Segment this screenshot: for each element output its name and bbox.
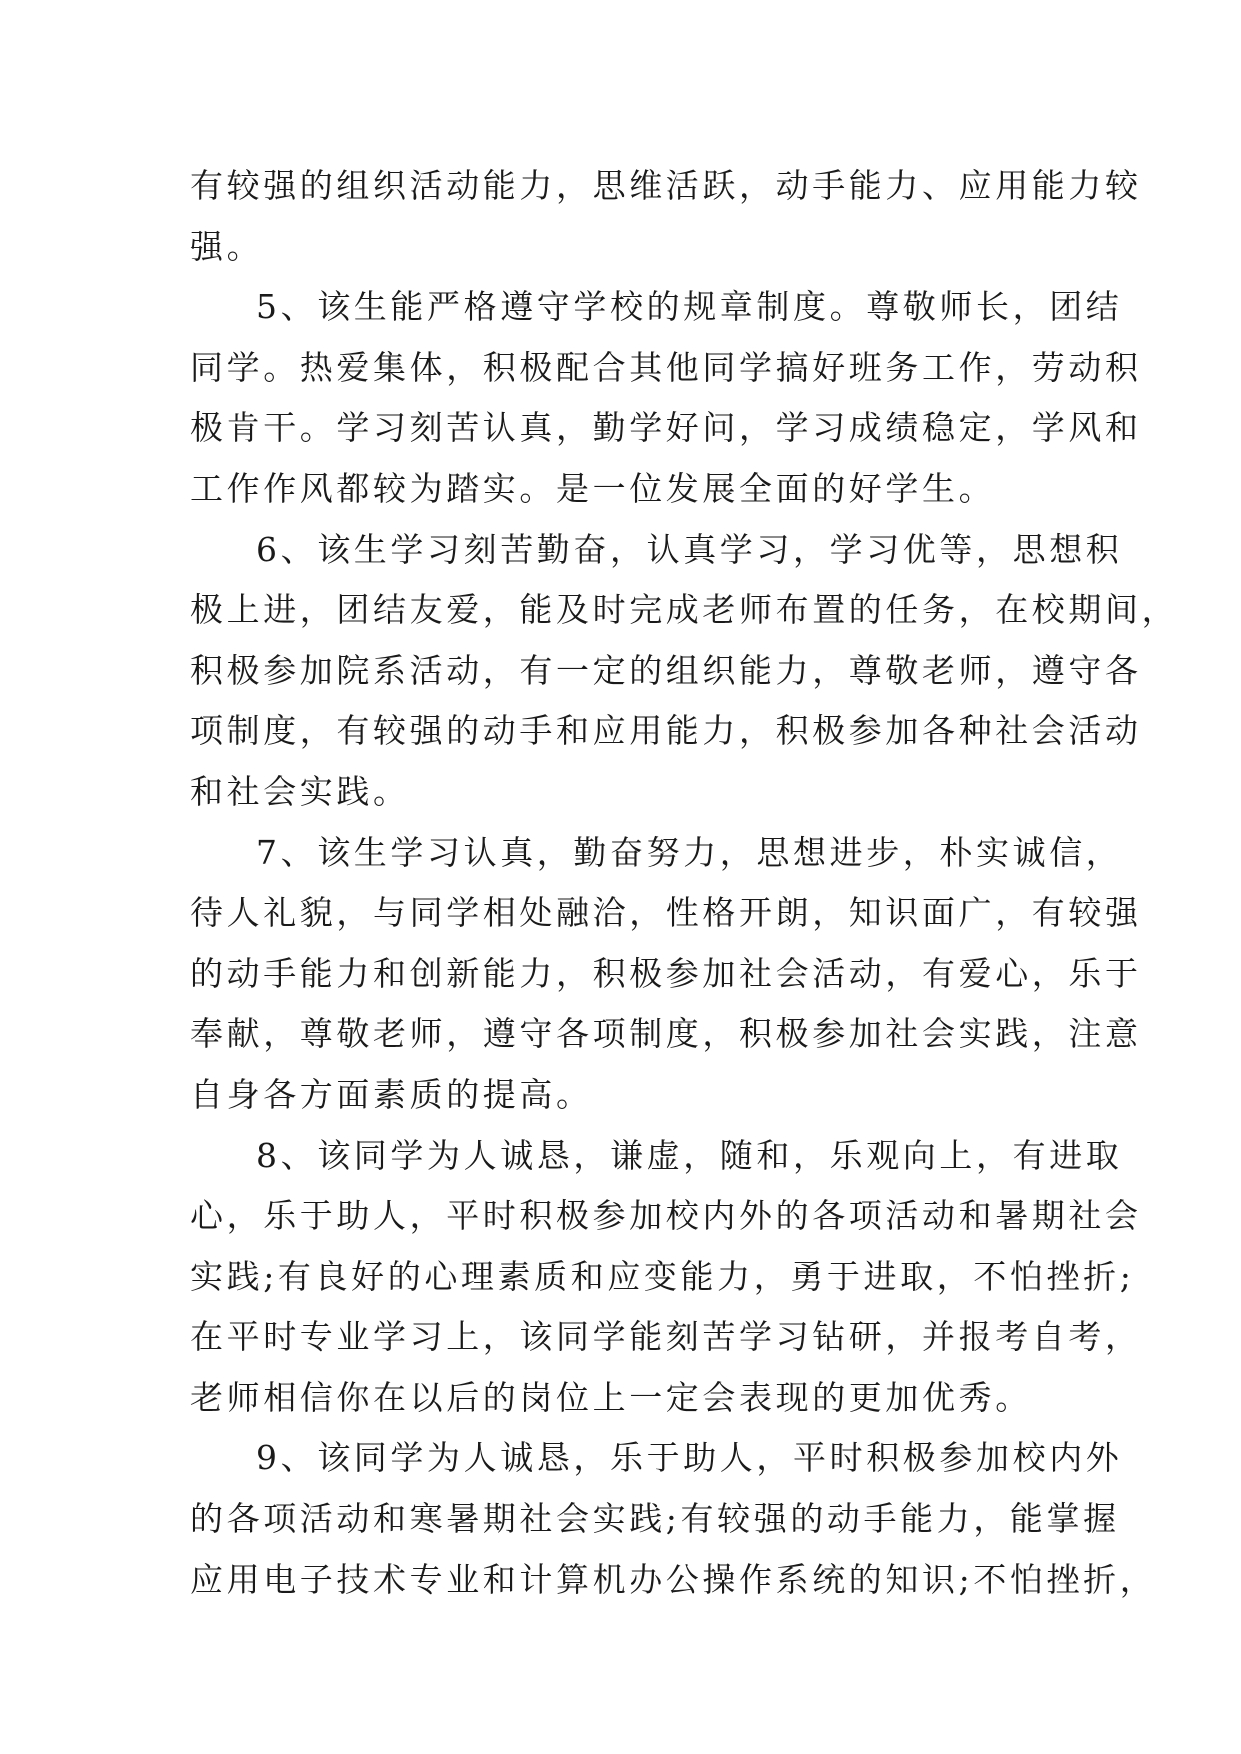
- text-line: 心，乐于助人，平时积极参加校内外的各项活动和暑期社会: [190, 1196, 1142, 1236]
- text-line: 同学。热爱集体，积极配合其他同学搞好班务工作，劳动积: [190, 347, 1142, 387]
- text-line: 极肯干。学习刻苦认真，勤学好问，学习成绩稳定，学风和: [190, 408, 1142, 448]
- text-line: 奉献，尊敬老师，遵守各项制度，积极参加社会实践，注意: [190, 1014, 1142, 1054]
- text-line: 项制度，有较强的动手和应用能力，积极参加各种社会活动: [190, 711, 1142, 751]
- paragraph-start-line: 9、该同学为人诚恳，乐于助人，平时积极参加校内外: [256, 1438, 1123, 1478]
- text-line: 待人礼貌，与同学相处融洽，性格开朗，知识面广，有较强: [190, 893, 1142, 933]
- text-line: 老师相信你在以后的岗位上一定会表现的更加优秀。: [190, 1377, 1032, 1417]
- text-line: 强。: [190, 226, 264, 266]
- document-body: [190, 156, 1179, 1610]
- paragraph-start-line: 6、该生学习刻苦勤奋，认真学习，学习优等，思想积: [256, 529, 1123, 569]
- text-line: 实践;有良好的心理素质和应变能力，勇于进取，不怕挫折;: [190, 1256, 1135, 1296]
- paragraph-start-line: 7、该生学习认真，勤奋努力，思想进步，朴实诚信，: [256, 832, 1123, 872]
- text-line: 的动手能力和创新能力，积极参加社会活动，有爱心，乐于: [190, 953, 1142, 993]
- text-line: 应用电子技术专业和计算机办公操作系统的知识;不怕挫折，: [190, 1559, 1157, 1599]
- text-line: 的各项活动和寒暑期社会实践;有较强的动手能力，能掌握: [190, 1499, 1120, 1539]
- text-line: 自身各方面素质的提高。: [190, 1074, 593, 1114]
- paragraph-start-line: 8、该同学为人诚恳，谦虚，随和，乐观向上，有进取: [256, 1135, 1123, 1175]
- paragraph-start-line: 5、该生能严格遵守学校的规章制度。尊敬师长，团结: [256, 287, 1123, 327]
- text-line: 积极参加院系活动，有一定的组织能力，尊敬老师，遵守各: [190, 650, 1142, 690]
- text-line: 有较强的组织活动能力，思维活跃，动手能力、应用能力较: [190, 166, 1142, 205]
- text-line: 和社会实践。: [190, 771, 410, 811]
- text-line: 在平时专业学习上，该同学能刻苦学习钻研，并报考自考，: [190, 1317, 1142, 1357]
- text-line: 极上进，团结友爱，能及时完成老师布置的任务，在校期间，: [190, 590, 1179, 630]
- text-line: 工作作风都较为踏实。是一位发展全面的好学生。: [190, 468, 996, 508]
